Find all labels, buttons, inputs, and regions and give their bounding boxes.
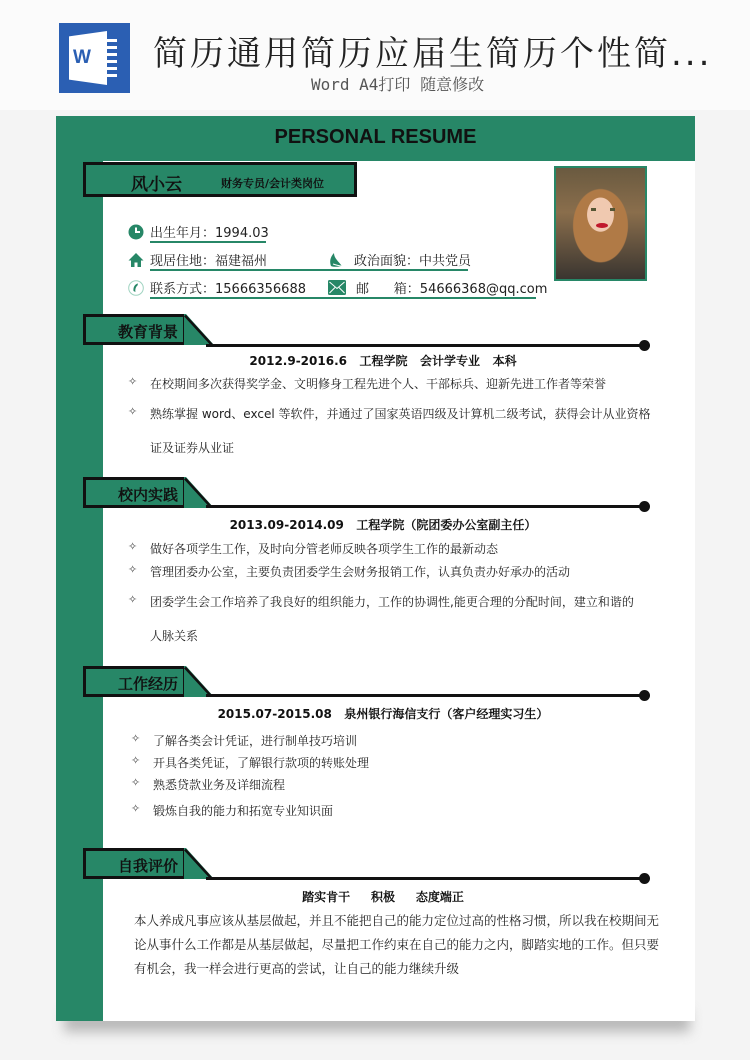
bullet-icon: ✧ [131, 754, 141, 767]
info-politics [328, 250, 471, 269]
section-title-campus: 校内实践 [118, 486, 179, 504]
row2-underline [150, 269, 468, 271]
list-item: ✧ 管理团委办公室，主要负责团委学生会财务报销工作，认真负责办好承办的活动 [128, 563, 571, 579]
section-divider [206, 344, 646, 347]
title-band [56, 116, 695, 161]
section-header-self-evaluation [83, 848, 186, 879]
photo-lips [596, 223, 608, 228]
section-divider [206, 877, 646, 880]
paragraph-line: 有机会，我一样会进行更高的尝试，让自己的能力继续升级 [134, 961, 460, 976]
photo-eyes [591, 208, 615, 211]
section-divider-dot [639, 873, 650, 884]
list-item: ✧ 开具各类凭证，了解银行款项的转账处理 [131, 754, 370, 770]
bullet-icon: ✧ [128, 563, 138, 576]
person-name: 风小云 [131, 175, 182, 195]
birth-underline [150, 241, 266, 243]
list-item: ✧ 了解各类会计凭证，进行制单技巧培训 [131, 732, 358, 748]
section-divider [206, 694, 646, 697]
resume-title: PERSONAL RESUME [274, 126, 477, 148]
bullet-icon: ✧ [128, 593, 138, 606]
home-icon [128, 252, 144, 268]
bullet-icon: ✧ [128, 375, 138, 388]
job-role: 财务专员/会计类岗位 [221, 177, 325, 190]
list-item: ✧ 在校期间多次获得奖学金、文明修身工程先进个人、干部标兵、迎新先进工作者等荣誉 [128, 375, 607, 391]
section-divider-dot [639, 340, 650, 351]
section-divider-dot [639, 690, 650, 701]
header-banner [0, 0, 750, 110]
section-title-work: 工作经历 [118, 675, 179, 693]
side-bar [56, 116, 103, 1021]
word-icon-letter: W [73, 47, 91, 68]
work-subheading: 2015.07-2015.08 泉州银行海信支行（客户经理实习生） [217, 707, 549, 721]
birth-text: 出生年月：1994.03 [150, 226, 269, 241]
section-divider [206, 505, 646, 508]
paragraph-line: 论从事什么工作都是从基层做起，尽量把工作约束在自己的能力之内，脚踏实地的工作。但只要 [134, 937, 660, 952]
name-box [83, 162, 357, 197]
list-item: ✧ 锻炼自我的能力和拓宽专业知识面 [131, 802, 334, 818]
email-text: 邮 箱：54666368@qq.com [356, 282, 548, 297]
section-tab-triangle [184, 666, 214, 697]
phone-icon [128, 280, 144, 296]
self-evaluation-subheading: 踏实肯干 积极 态度端正 [302, 890, 464, 904]
paragraph-line: 本人养成凡事应该从基层做起，并且不能把自己的能力定位过高的性格习惯，所以我在校期间无 [134, 913, 660, 928]
clock-icon [128, 224, 144, 240]
portrait-photo [554, 166, 647, 281]
section-divider-dot [639, 501, 650, 512]
section-header-work [83, 666, 186, 697]
bullet-icon: ✧ [131, 732, 141, 745]
info-residence [128, 250, 267, 269]
bullet-icon: ✧ [128, 540, 138, 553]
mail-icon [328, 280, 346, 296]
info-phone [128, 278, 306, 297]
list-item-continuation: 证及证券从业证 [150, 441, 235, 455]
section-title-self-evaluation: 自我评价 [118, 857, 179, 875]
bullet-icon: ✧ [131, 776, 141, 789]
document-title: 简历通用简历应届生简历个性简... [153, 34, 713, 74]
list-item: ✧ 熟练掌握 word、excel 等软件，并通过了国家英语四级及计算机二级考试，获得会计从业资格 [128, 405, 651, 421]
list-item-continuation: 人脉关系 [150, 629, 199, 643]
bullet-icon: ✧ [128, 405, 138, 418]
phone-text: 联系方式：15666356688 [150, 282, 306, 297]
section-tab-triangle [184, 848, 214, 879]
list-item: ✧ 团委学生会工作培养了我良好的组织能力，工作的协调性,能更合理的分配时间，建立和谐的 [128, 593, 634, 609]
leaf-icon [328, 252, 344, 268]
document-subtitle: Word A4打印 随意修改 [311, 75, 485, 94]
list-item: ✧ 做好各项学生工作，及时向分管老师反映各项学生工作的最新动态 [128, 540, 499, 556]
section-tab-triangle [184, 477, 214, 508]
section-header-campus [83, 477, 186, 508]
list-item: ✧ 熟悉贷款业务及详细流程 [131, 776, 286, 792]
residence-text: 现居住地：福建福州 [150, 254, 268, 269]
bullet-icon: ✧ [131, 802, 141, 815]
row3-underline [150, 297, 536, 299]
info-email [328, 278, 547, 297]
word-icon [59, 23, 130, 93]
education-subheading: 2012.9-2016.6 工程学院 会计学专业 本科 [249, 354, 517, 368]
campus-subheading: 2013.09-2014.09 工程学院（院团委办公室副主任） [229, 518, 537, 532]
politics-text: 政治面貌：中共党员 [354, 254, 472, 269]
resume-page [56, 116, 695, 1021]
section-title-education: 教育背景 [118, 323, 179, 341]
section-tab-triangle [184, 314, 214, 345]
section-header-education [83, 314, 186, 345]
info-birth [128, 222, 269, 241]
